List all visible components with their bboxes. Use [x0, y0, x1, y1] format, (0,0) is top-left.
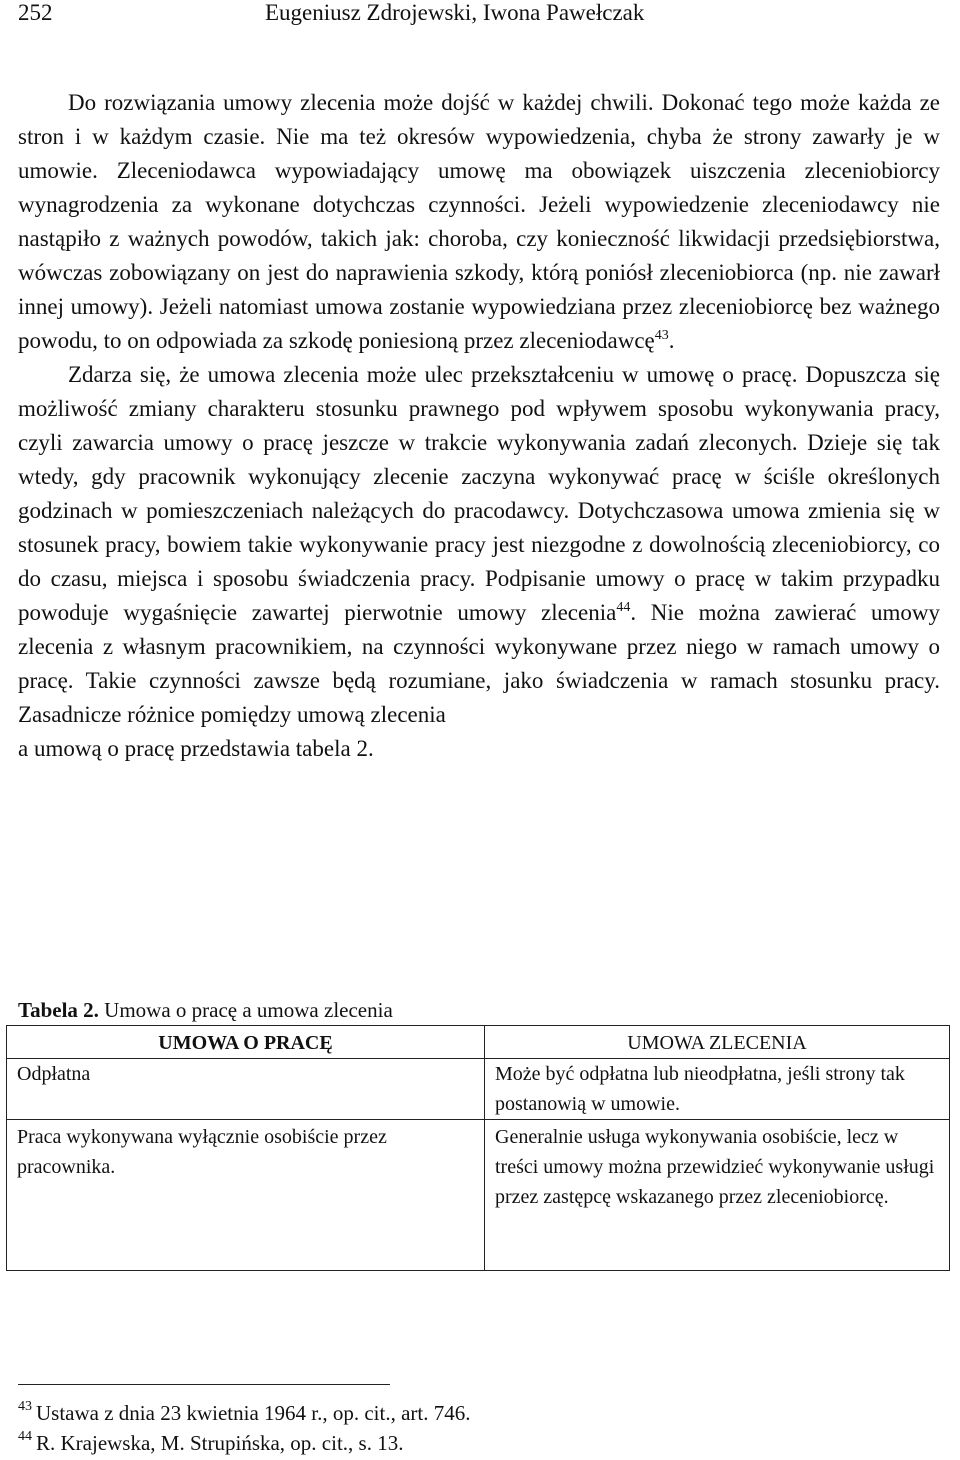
- footnote-text: Ustawa z dnia 23 kwietnia 1964 r., op. cit., art. 746.: [36, 1401, 471, 1425]
- page-number: 252: [18, 0, 53, 25]
- table-row: [7, 1120, 950, 1271]
- footnote-43: [18, 1398, 918, 1428]
- table-caption: [18, 996, 393, 1024]
- footnote-ref-43[interactable]: 43: [654, 328, 669, 343]
- running-header-authors: Eugeniusz Zdrojewski, Iwona Pawełczak: [265, 0, 645, 25]
- paragraph-1-end: .: [668, 328, 675, 353]
- footnote-separator: [18, 1384, 390, 1385]
- table-header-row: [7, 1026, 950, 1059]
- footnote-44: [18, 1428, 918, 1458]
- paragraph-1: [18, 86, 940, 358]
- page-header: [0, 0, 960, 30]
- footnote-number: 44: [18, 1429, 32, 1444]
- paragraph-2-text-a: Zdarza się, że umowa zlecenia może ulec przekształceniu w umowę o pracę. Dopuszcza się możliwość zmiany charakteru stosunku prawnego pod wpływem sposobu wykonywania pracy, czyli zawarcia umowy o pracę jeszcze w trakcie wykonywania zadań zleconych. Dzieje się tak wtedy, gdy pracownik wykonujący zlecenie zaczyna wykonywać pracę w ściśle określonych godzinach w pomieszczeniach należących do pracodawcy. Dotychczasowa umowa zmienia się w stosunek pracy, bowiem takie wykonywanie pracy jest niezgodne z dowolnością zleceniobiorcy, co do czasu, miejsca i sposobu świadczenia pracy. Podpisanie umowy o pracę w takim przypadku powoduje wygaśnięcie zawartej pierwotnie umowy zlecenia: [18, 362, 940, 625]
- table-header-contract: UMOWA ZLECENIA: [485, 1026, 950, 1059]
- paragraph-2: [18, 358, 940, 732]
- comparison-table: [6, 1025, 950, 1271]
- table-caption-text: Umowa o pracę a umowa zlecenia: [98, 998, 393, 1022]
- table-header-employment: UMOWA O PRACĘ: [7, 1026, 485, 1059]
- paragraph-2-text-b: . Nie można zawierać umowy zlecenia z własnym pracownikiem, na czynności wykonywane przez niego w ramach umowy o pracę. Takie czynności zawsze będą rozumiane, jako świadczenia w ramach stosunku pracy. Zasadnicze różnice pomiędzy umową zlecenia: [18, 600, 940, 727]
- table-cell: Praca wykonywana wyłącznie osobiście przez pracownika.: [7, 1120, 485, 1271]
- table-row: [7, 1059, 950, 1120]
- paragraph-1-text: Do rozwiązania umowy zlecenia może dojść w każdej chwili. Dokonać tego może każda ze stron i w każdym czasie. Nie ma też okresów wypowiedzenia, chyba że strony zawarły je w umowie. Zleceniodawca wypowiadający umowę ma obowiązek uiszczenia zleceniobiorcy wynagrodzenia za wykonane dotychczas czynności. Jeżeli wypowiedzenie zleceniodawcy nie nastąpiło z ważnych powodów, takich jak: choroba, czy konieczność likwidacji przedsiębiorstwa, wówczas zobowiązany on jest do naprawienia szkody, którą poniósł zleceniobiorca (np. nie zawarł innej umowy). Jeżeli natomiast umowa zostanie wypowiedziana przez zleceniobiorcę bez ważnego powodu, to on odpowiada za szkodę poniesioną przez zleceniodawcę: [18, 90, 940, 353]
- footnote-ref-44[interactable]: 44: [616, 600, 631, 615]
- body-text: [18, 86, 940, 766]
- table-caption-label: Tabela 2.: [18, 998, 99, 1022]
- footnotes: [18, 1398, 918, 1458]
- table-cell: Może być odpłatna lub nieodpłatna, jeśli strony tak postanowią w umowie.: [485, 1059, 950, 1120]
- footnote-number: 43: [18, 1399, 32, 1414]
- table-cell: Odpłatna: [7, 1059, 485, 1120]
- table-cell: Generalnie usługa wykonywania osobiście, lecz w treści umowy można przewidzieć wykonywanie usługi przez zastępcę wskazanego przez zleceniobiorcę.: [485, 1120, 950, 1271]
- paragraph-2-last-line: a umową o pracę przedstawia tabela 2.: [18, 736, 374, 761]
- footnote-text: R. Krajewska, M. Strupińska, op. cit., s. 13.: [36, 1431, 404, 1455]
